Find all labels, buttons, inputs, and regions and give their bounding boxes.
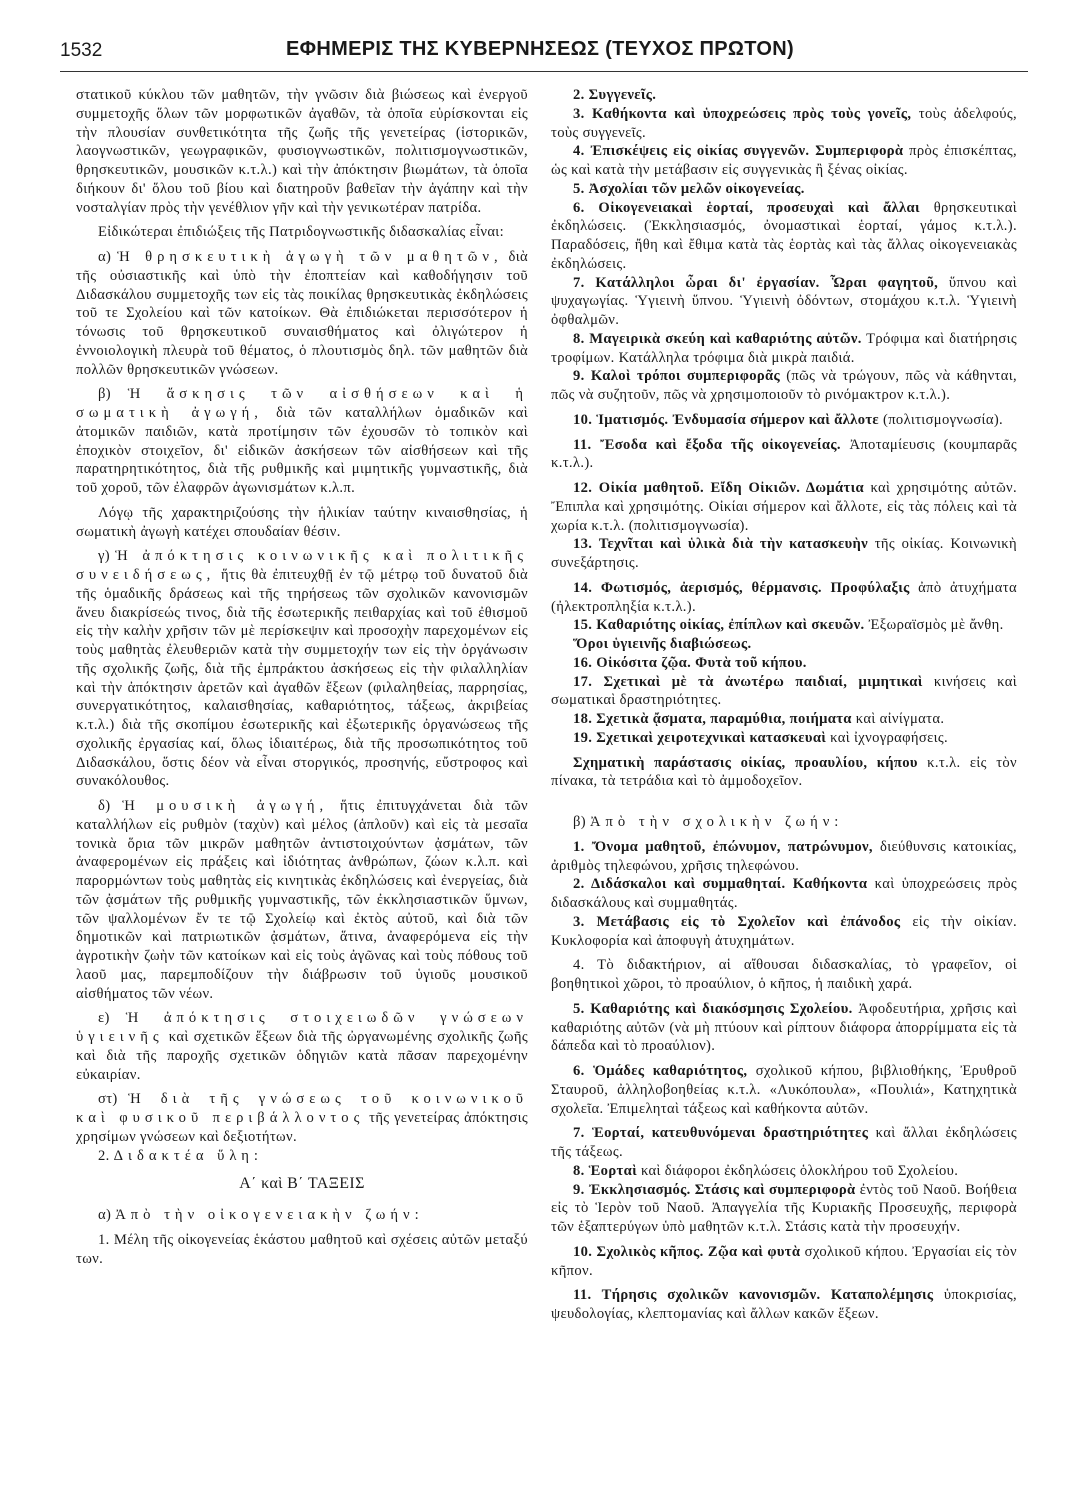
bold-lead: 3. Καθήκοντα καὶ ὑποχρεώσεις πρὸς τοὺς γονεῖς,	[573, 105, 912, 122]
paragraph-text: ἥτις ἐπιτυγχάνεται διὰ τῶν καταλλήλων εἰς ρυθμὸν (ταχὺν) καὶ μέλος (ἁπλοῦν) καὶ εἰς τὰ μεσαῖα τονικὰ ὅρια τῶν μικρῶν μαθητῶν ἀντιστοιχούντων ᾀσμάτων, τῶν ἀναφερομένων εἰς πράξεις καὶ ἰδιότητας ἀνθρώπων, ζώων κ.λ.π. καὶ παρορμώντων τοὺς μαθητὰς εἰς κινητικὰς ἐκδηλώσεις καὶ ἐνεργείας, διὰ τῶν ᾀσμάτων τῆς ρυθμικῆς γυμναστικῆς, τῶν ἐκκλησιαστικῶν ὕμνων, τῶν ψαλλομένων ἔν τε τῷ Σχολείῳ καὶ ἐκτὸς αὐτοῦ, καὶ διὰ τῶν δημοτικῶν καὶ πατριωτικῶν ᾀσμάτων, ἅτινα, ἀναφερόμενα εἰς τὴν ἀγροτικὴν ζωὴν τῶν κατοίκων καὶ εἰς τοὺς ἀγῶνας καὶ τοὺς πόθους τοῦ λαοῦ μας, παρεμποδίζουν τὴν διάβρωσιν τοῦ ὑγιοῦς μουσικοῦ αἰσθήματος τῶν νέων.	[76, 798, 528, 1002]
bold-lead: 4. Ἐπισκέψεις εἰς οἰκίας συγγενῶν. Συμπεριφορὰ	[573, 143, 904, 160]
paragraph	[551, 199, 1017, 274]
paragraph	[76, 385, 528, 498]
paragraph-text: καὶ ὑποχρεώσεις πρὸς διδασκάλους καὶ συμμαθητάς.	[551, 876, 1018, 911]
paragraph	[551, 673, 1017, 711]
paragraph-text: κινήσεις καὶ σωματικαὶ δραστηριότητες.	[551, 673, 1017, 709]
paragraph	[551, 535, 1017, 573]
paragraph-text: καὶ διάφοροι ἐκδηλώσεις ὁλοκλήρου τοῦ Σχολείου.	[636, 1162, 959, 1179]
paragraph	[551, 411, 1017, 430]
paragraph-text: (πῶς νὰ τρώγουν, πῶς νὰ κάθηνται, πῶς νὰ συζητοῦν, πῶς νὰ χρησιμοποιοῦν τὸ ρινόμακτρον κ.τ.λ.).	[551, 368, 1017, 403]
bold-lead: 14. Φωτισμός, ἀερισμός, θέρμανσις. Προφύλαξις	[573, 579, 910, 596]
page-number: 1532	[60, 40, 103, 61]
paragraph	[551, 479, 1017, 535]
bold-lead: Σχηματικὴ παράστασις οἰκίας, προαυλίου, κήπου	[573, 754, 918, 771]
spaced-heading: Ἀπὸ τὴν οἰκογενειακὴν ζωήν:	[115, 1207, 424, 1223]
paragraph	[551, 1181, 1017, 1237]
paragraph-text: διὰ τῶν καταλλήλων ὁμαδικῶν καὶ ἀτομικῶν παιδιῶν, κατὰ προτίμησιν τῶν ἐχουσῶν τὸ τοπικὸν καὶ ἐποχικὸν στοιχεῖον, δι' εἰδικῶν ἀσκήσεων τῶν αἰσθήσεων καὶ τῆς παρατηρητικότητος, διὰ τῆς ρυθμικῆς καὶ μιμητικῆς γυμναστικῆς, διὰ τοῦ χοροῦ, τῶν ἐλαφρῶν ἀγωνισμάτων κ.λ.π.	[76, 405, 528, 496]
paragraph	[76, 1231, 528, 1269]
paragraph-text: καὶ σχετικῶν ἕξεων διὰ τῆς ὠργανωμένης σχολικῆς ζωῆς καὶ διὰ τῆς παροχῆς σχετικῶν ὁδηγιῶν κατὰ πᾶσαν παρεχομένην εὐκαιρίαν.	[76, 1029, 528, 1083]
paragraph	[551, 1162, 1017, 1181]
paragraph-text: Ἀφοδευτήρια, χρῆσις καὶ καθαριότης αὐτῶν (νὰ μὴ πτύουν καὶ ρίπτουν διάφορα ἀπορρίμματα εἰς τὰ δάπεδα καὶ τὸ προαύλιον).	[551, 1000, 1017, 1055]
paragraph	[551, 180, 1017, 199]
bold-lead: Ὅροι ὑγιεινῆς διαβιώσεως.	[573, 636, 752, 652]
bold-lead: 10. Ἱματισμός. Ἐνδυμασία σήμερον καὶ ἄλλοτε	[573, 411, 879, 428]
paragraph	[76, 504, 528, 542]
bold-lead: 6. Ὁμάδες καθαριότητος,	[573, 1063, 748, 1079]
bold-lead: 7. Ἑορταί, κατευθυνόμεναι δραστηριότητες	[573, 1125, 869, 1142]
item-label: 2.	[98, 1147, 114, 1164]
paragraph-text: καὶ χρησιμότης αὐτῶν. Ἔπιπλα καὶ χρησιμότης. Οἰκίαι σήμερον καὶ ἄλλοτε, εἰς τὰς πόλεις καὶ τὰ χωρία κ.τ.λ. (πολιτισμογνωσία).	[551, 480, 1017, 534]
bold-lead: 13. Τεχνῖται καὶ ὑλικὰ διὰ τὴν κατασκευὴν	[573, 536, 869, 553]
item-label: α)	[98, 1207, 116, 1223]
paragraph-text: ὑποκρισίας, ψευδολογίας, κλεπτομανίας καὶ ἄλλων κακῶν ἕξεων.	[551, 1287, 1017, 1322]
paragraph-text: πρὸς ἐπισκέπτας, ὡς καὶ κατὰ τὴν μετάβασιν εἰς συγγενικὰς ἢ ξένας οἰκίας.	[551, 143, 1017, 178]
paragraph	[551, 579, 1017, 617]
paragraph	[76, 1090, 528, 1146]
bold-lead: 10. Σχολικὸς κῆπος. Ζῷα καὶ φυτὰ	[573, 1243, 801, 1260]
page-header	[60, 30, 1020, 66]
bold-lead: 5. Καθαριότης καὶ διακόσμησις Σχολείου.	[573, 1000, 853, 1017]
paragraph-text: ἀπὸ ἀτυχήματα (ἠλεκτροπληξία κ.τ.λ.).	[551, 579, 1017, 615]
bold-lead: 17. Σχετικαὶ μὲ τὰ ἀνωτέρω παιδιαί, μιμητικαὶ	[573, 673, 923, 690]
item-label: α)	[98, 249, 118, 265]
paragraph-text: κ.τ.λ. εἰς τὸν πίνακα, τὰ τετράδια καὶ τὸ ἀμμοδοχεῖον.	[551, 754, 1018, 790]
paragraph	[551, 875, 1017, 913]
header-rule	[60, 71, 1028, 72]
paragraph-text: ἥτις θὰ ἐπιτευχθῇ ἐν τῷ μέτρῳ τοῦ δυνατοῦ διὰ τῆς ὁμαδικῆς δράσεως καὶ τῆς τηρήσεως τῶν σχολικῶν κανονισμῶν ἄνευ διακρίσεώς τινος, διὰ τῆς ἐσωτερικῆς πειθαρχίας καὶ τοῦ ἐθισμοῦ εἰς τὴν καλὴν χρῆσιν τῶν μὲ περίσκεψιν καὶ προσοχὴν παρεχομένων εἰς τοὺς μαθητὰς ἐλευθεριῶν κατὰ τὴν συμμετοχήν των εἰς τὴν ὀργάνωσιν τῆς σχολικῆς ζωῆς, διὰ τῆς ἐμπράκτου ἀσκήσεως εἰς τὴν φιλαλληλίαν καὶ τὴν ἀπόκτησιν ἀρετῶν καὶ ἀγαθῶν ἕξεων (φιλαληθείας, παρρησίας, συνεργατικότητος, καλαισθησίας, καθαριότητος, τάξεως, ἀκριβείας κ.τ.λ.) διὰ τῆς σκοπίμου ἐσωτερικῆς καὶ ἐξωτερικῆς ὀργανώσεως τῆς σχολικῆς ἐργασίας καί, ὅλως ἰδιαιτέρως, διὰ τῆς προσωπικότητος τοῦ Διδασκάλου, ὅστις δέον νὰ εἶναι στοργικός, προσηνής, εὔστροφος καὶ συνακόλουθος.	[76, 567, 528, 790]
spaced-heading: Ἀπὸ τὴν σχολικὴν ζωήν:	[589, 814, 844, 830]
paragraph	[551, 1243, 1017, 1281]
right-column	[551, 86, 1017, 1324]
paragraph	[551, 729, 1017, 748]
paragraph-text: 1. Μέλη τῆς οἰκογενείας ἑκάστου μαθητοῦ καὶ σχέσεις αὐτῶν μεταξύ των.	[76, 1231, 528, 1267]
paragraph	[551, 1286, 1017, 1324]
paragraph	[551, 710, 1017, 729]
spaced-heading: Ἡ ἀπόκτησις κοινωνικῆς καὶ πολιτικῆς συνειδήσεως,	[76, 548, 528, 583]
item-label: γ)	[98, 548, 116, 565]
spaced-heading: Ἡ θρησκευτικὴ ἀγωγὴ τῶν μαθητῶν,	[117, 249, 503, 265]
spaced-heading: Ἡ ἄσκησις τῶν αἰσθήσεων καὶ ἡ σωματικὴ ἀγωγή,	[76, 386, 528, 421]
item-label: ε)	[98, 1010, 126, 1027]
bold-lead: 8. Μαγειρικὰ σκεύη καὶ καθαριότης αὐτῶν.	[573, 330, 862, 347]
bold-lead: 7. Κατάλληλοι ὧραι δι' ἐργασίαν. Ὧραι φαγητοῦ,	[573, 274, 939, 291]
paragraph	[551, 838, 1017, 876]
item-label: β)	[573, 814, 590, 830]
paragraph-text: τῆς γενετείρας ἀπόκτησις χρησίμων γνώσεων καὶ δεξιοτήτων.	[76, 1110, 528, 1145]
paragraph-text: Ἐξωραϊσμὸς μὲ ἄνθη.	[864, 617, 1004, 634]
paragraph	[551, 616, 1017, 635]
paragraph	[76, 1147, 528, 1166]
paragraph	[551, 913, 1017, 951]
bold-lead: 2. Συγγενεῖς.	[573, 87, 657, 103]
paragraph	[551, 436, 1017, 474]
paragraph-text: εἰς τὴν οἰκίαν. Κυκλοφορία καὶ ἀποφυγὴ ἀτυχημάτων.	[551, 913, 1018, 949]
paragraph-text: ὕπνου καὶ ψυχαγωγίας. Ὑγιεινὴ ὕπνου. Ὑγιεινὴ ὀδόντων, στομάχου κ.τ.λ. Ὑγιεινὴ ὀφθαλμῶν.	[551, 274, 1018, 328]
spaced-heading: Διδακτέα ὕλη:	[113, 1147, 263, 1164]
paragraph	[551, 813, 1017, 832]
paragraph	[76, 797, 528, 1003]
paragraph-text: τῆς οἰκίας. Κοινωνικὴ συνεξάρτησις.	[551, 536, 1017, 571]
paragraph-text: (πολιτισμογνωσία).	[879, 411, 1004, 428]
paragraph-text: Τρόφιμα καὶ διατήρησις τροφίμων. Κατάλληλα τρόφιμα διὰ μικρὰ παιδιά.	[551, 330, 1018, 366]
paragraph	[551, 86, 1017, 105]
paragraph	[551, 1062, 1017, 1118]
paragraph	[551, 105, 1017, 143]
paragraph	[551, 754, 1017, 792]
paragraph	[76, 1206, 528, 1225]
bold-lead: 18. Σχετικὰ ᾄσματα, παραμύθια, ποιήματα	[573, 711, 852, 727]
paragraph-text: στατικοῦ κύκλου τῶν μαθητῶν, τὴν γνῶσιν διὰ βιώσεως καὶ ἐνεργοῦ συμμετοχῆς ὅλων τῶν μορφωτικῶν ἀγαθῶν, τὰ ὁποῖα εὑρίσκονται εἰς τὴν πλουσίαν συνθετικότητα τῆς ζωῆς τῆς γενετείρας (ἱστορικῶν, λαογνωστικῶν, γεωγραφικῶν, φυσιογνωστικῶν, πολιτισμογνωστικῶν, θρησκευτικῶν, μουσικῶν κ.τ.λ.) καὶ τὴν ἀπόκτησιν βιωμάτων, τὰ ὁποῖα διήκουν δι' ὅλου τοῦ βίου καὶ διατηροῦν βαθεῖαν τὴν ἀγάπην καὶ τὴν νοσταλγίαν πρὸς τὴν γενέθλιον γῆν καὶ τὴν γενικωτέραν πατρίδα.	[76, 87, 528, 216]
bold-lead: 5. Ἀσχολίαι τῶν μελῶν οἰκογενείας.	[573, 180, 805, 197]
paragraph-text: διεύθυνσις κατοικίας, ἀριθμὸς τηλεφώνου, χρῆσις τηλεφώνου.	[551, 838, 1017, 874]
paragraph	[551, 1000, 1017, 1056]
paragraph-text: σχολικοῦ κήπου. Ἐργασίαι εἰς τὸν κῆπον.	[551, 1243, 1017, 1279]
bold-lead: 12. Οἰκία μαθητοῦ. Εἴδη Οἰκιῶν. Δωμάτια	[573, 480, 864, 496]
paragraph-text: θρησκευτικαὶ ἐκδηλώσεις. (Ἐκκλησιασμός, ὀνομαστικαὶ ἑορταί, γάμος κ.τ.λ.). Παραδόσεις, ἤθη καὶ ἔθιμα κατὰ τὰς ἑορτὰς καὶ τὰς ἄλλας οἰκογενειακὰς ἐκδηλώσεις.	[551, 199, 1017, 272]
bold-lead: 15. Καθαριότης οἰκίας, ἐπίπλων καὶ σκευῶν.	[573, 617, 865, 634]
paragraph-text: καὶ αἰνίγματα.	[851, 711, 945, 727]
paragraph	[551, 367, 1017, 405]
paragraph-text: Εἰδικώτεραι ἐπιδιώξεις τῆς Πατριδογνωστικῆς διδασκαλίας εἶναι:	[98, 224, 504, 241]
bold-lead: 8. Ἑορταὶ	[573, 1162, 637, 1179]
paragraph	[76, 223, 528, 242]
paragraph	[76, 248, 528, 379]
bold-lead: 11. Ἔσοδα καὶ ἔξοδα τῆς οἰκογενείας.	[573, 436, 841, 453]
paragraph	[551, 274, 1017, 330]
paragraph-text: Λόγῳ τῆς χαρακτηριζούσης τὴν ἡλικίαν ταύτην κιναισθησίας, ἡ σωματικὴ ἀγωγὴ κατέχει σπουδαίαν θέσιν.	[76, 504, 528, 540]
left-column	[76, 86, 528, 1268]
bold-lead: 9. Ἐκκλησιασμός. Στάσις καὶ συμπεριφορὰ	[573, 1181, 856, 1198]
paragraph-text: Α΄ καὶ Β΄ ΤΑΞΕΙΣ	[239, 1175, 365, 1193]
bold-lead: 11. Τήρησις σχολικῶν κανονισμῶν. Καταπολέμησις	[573, 1287, 934, 1304]
paragraph	[76, 86, 528, 217]
spaced-heading: Ἡ μουσικὴ ἀγωγή,	[122, 798, 329, 814]
paragraph	[551, 956, 1017, 994]
paragraph	[551, 142, 1017, 180]
paragraph-text: 4. Τὸ διδακτήριον, αἱ αἴθουσαι διδασκαλίας, τὸ γραφεῖον, οἱ βοηθητικοὶ χῶροι, τὸ προαύλιον, ὁ κῆπος, ἡ παιδικὴ χαρά.	[551, 957, 1017, 992]
paragraph	[551, 1124, 1017, 1162]
paragraph	[551, 654, 1017, 673]
paragraph	[76, 547, 528, 791]
bold-lead: 9. Καλοὶ τρόποι συμπεριφορᾶς	[573, 368, 781, 385]
paragraph-text: σχολικοῦ κήπου, βιβλιοθήκης, Ἐρυθροῦ Σταυροῦ, ἀλληλοβοηθείας κ.τ.λ. «Λυκόπουλα», «Πουλιά», Κατηχητικὰ σχολεῖα. Ἐπιμεληταὶ τάξεως καὶ καθήκοντα αὐτῶν.	[551, 1063, 1017, 1117]
spaced-heading: Ἡ ἀπόκτησις στοιχειωδῶν γνώσεων ὑγιεινῆς	[76, 1010, 528, 1045]
paragraph-text: καὶ ἄλλαι ἐκδηλώσεις τῆς τάξεως.	[551, 1125, 1017, 1160]
bold-lead: 2. Διδάσκαλοι καὶ συμμαθηταί. Καθήκοντα	[573, 876, 868, 893]
paragraph-text: τοὺς ἀδελφούς, τοὺς συγγενεῖς.	[551, 105, 1017, 141]
bold-lead: 6. Οἰκογενειακαὶ ἑορταί, προσευχαὶ καὶ ἄλλαι	[573, 199, 920, 216]
paragraph	[76, 1175, 528, 1194]
paragraph-text: ἐντὸς τοῦ Ναοῦ. Βοήθεια εἰς τὸ Ἱερὸν τοῦ Ναοῦ. Ἀπαγγελία τῆς Κυριακῆς Προσευχῆς, περιφορὰ τῶν ἑξαπτερύγων ὑπὸ μαθητῶν κ.τ.λ. Στάσις κατὰ τὴν προσευχήν.	[551, 1181, 1017, 1235]
paragraph	[551, 330, 1017, 368]
item-label: στ)	[98, 1091, 129, 1108]
paragraph-text: Ἀποταμίευσις (κουμπαρᾶς κ.τ.λ.).	[551, 436, 1017, 472]
paragraph-text: διὰ τῆς οὐσιαστικῆς καὶ ὑπὸ τὴν ἐποπτείαν καὶ καθοδήγησιν τοῦ Διδασκάλου συμμετοχῆς των εἰς τὰς ποικίλας θρησκευτικὰς ἐκδηλώσεις τοῦ τε Σχολείου καὶ τῶν κατοίκων. Θὰ ἐπιδιώκεται περισσότερον ἡ τόνωσις τοῦ θρησκευτικοῦ συναισθήματος καὶ ὀλιγώτερον ἡ ἐννοιολογικὴ πλευρὰ τοῦ θέματος, ὁ πλουτισμὸς δηλ. τῶν μαθητῶν διὰ πολλῶν θρησκευτικῶν γνώσεων.	[76, 249, 528, 378]
bold-lead: 3. Μετάβασις εἰς τὸ Σχολεῖον καὶ ἐπάνοδος	[573, 913, 901, 930]
bold-lead: 16. Οἰκόσιτα ζῷα. Φυτὰ τοῦ κήπου.	[573, 654, 807, 671]
paragraph	[76, 1009, 528, 1084]
bold-lead: 1. Ὄνομα μαθητοῦ, ἐπώνυμον, πατρώνυμον,	[573, 838, 873, 855]
paragraph-text: καὶ ἰχνογραφήσεις.	[826, 729, 949, 746]
spaced-heading: Ἡ διὰ τῆς γνώσεως τοῦ κοινωνικοῦ καὶ φυσικοῦ περιβάλλοντος	[76, 1091, 528, 1126]
item-label: δ)	[98, 798, 123, 814]
item-label: β)	[98, 386, 128, 403]
gazette-title: ΕΦΗΜΕΡΙΣ ΤΗΣ ΚΥΒΕΡΝΗΣΕΩΣ (ΤΕΥΧΟΣ ΠΡΩΤΟΝ)	[286, 38, 794, 60]
bold-lead: 19. Σχετικαὶ χειροτεχνικαὶ κατασκευαὶ	[573, 729, 827, 746]
paragraph	[551, 635, 1017, 654]
